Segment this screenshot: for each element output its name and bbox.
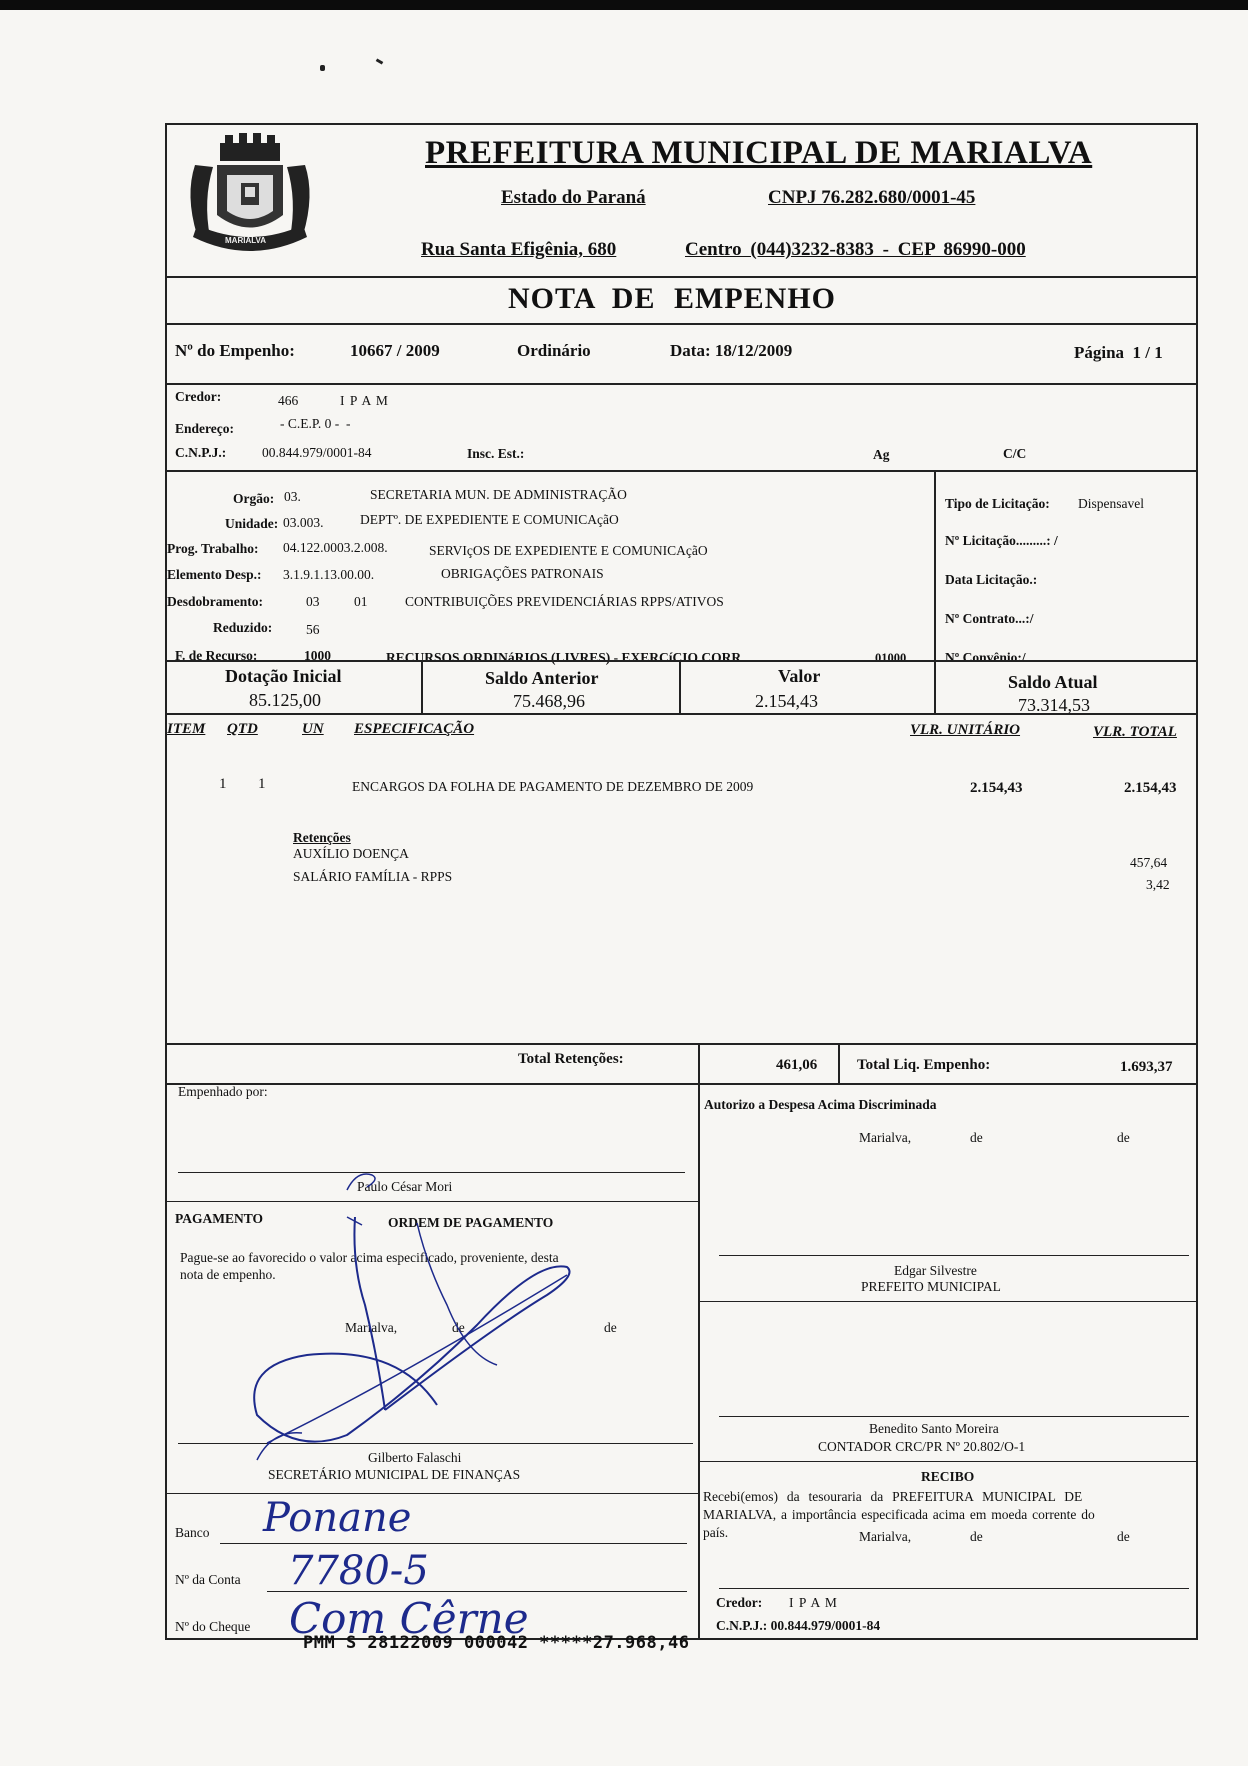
saldo-atual-value: 73.314,53 [1018, 695, 1090, 715]
divider [167, 1043, 1196, 1045]
recibo-de-1: de [970, 1529, 983, 1544]
divider [167, 383, 1196, 385]
cheque-handwritten-value: Com Cêrne [289, 1594, 529, 1643]
col-un-header: UN [302, 721, 324, 737]
prog-trabalho-code: 04.122.0003.2.008. [283, 540, 388, 555]
autorizo-place: Marialva, [859, 1130, 912, 1145]
col-especificacao-header: ESPECIFICAÇÃO [354, 721, 475, 737]
item-row-desc: ENCARGOS DA FOLHA DE PAGAMENTO DE DEZEMBRO DE 2009 [352, 779, 754, 794]
unidade-desc: DEPTº. DE EXPEDIENTE E COMUNICAçãO [360, 512, 619, 527]
cheque-label: Nº do Cheque [175, 1619, 251, 1634]
credor-label: Credor: [175, 389, 222, 404]
header-title: PREFEITURA MUNICIPAL DE MARIALVA [425, 135, 1093, 171]
secretario-name: Gilberto Falaschi [368, 1450, 462, 1465]
item-row-total-value: 2.154,43 [1124, 780, 1177, 796]
pagamento-de-1: de [452, 1320, 465, 1335]
total-retencoes-value: 461,06 [776, 1057, 818, 1073]
item-row-number: 1 [219, 776, 227, 792]
col-qtd-header: QTD [227, 721, 258, 737]
recibo-cnpj: C.N.P.J.: 00.844.979/0001-84 [716, 1618, 881, 1633]
autorizo-de-1: de [970, 1130, 983, 1145]
unidade-label: Unidade: [225, 516, 279, 531]
divider [167, 1493, 698, 1494]
divider [167, 713, 1196, 715]
header-address: Rua Santa Efigênia, 680 [421, 239, 617, 260]
reduzido-label: Reduzido: [213, 620, 273, 635]
divider [698, 1301, 1196, 1302]
retencoes-title: Retenções [293, 830, 351, 845]
valor-label: Valor [778, 666, 821, 686]
divider [934, 660, 936, 713]
recibo-de-2: de [1117, 1529, 1130, 1544]
fonte-recurso-desc: RECURSOS ORDINáRIOS (LIVRES) - EXERCíCIO CORR [386, 650, 742, 665]
desdobramento-label: Desdobramento: [167, 594, 263, 609]
signature-line [178, 1172, 685, 1173]
prog-trabalho-desc: SERVIçOS DE EXPEDIENTE E COMUNICAçãO [429, 543, 708, 558]
recibo-line-1: Recebi(emos) da tesouraria da PREFEITURA MUNICIPAL DE [703, 1489, 1083, 1504]
pagamento-place: Marialva, [345, 1320, 398, 1335]
retencao-label-salario: SALÁRIO FAMÍLIA - RPPS [293, 869, 453, 884]
tipo-licitacao-value: Dispensavel [1078, 496, 1144, 511]
fonte-recurso-num: 01000 [875, 651, 907, 665]
dotacao-inicial-label: Dotação Inicial [225, 666, 342, 686]
machine-stamp: PMM S 28122009 000042 *****27.968,46 [303, 1633, 690, 1653]
endereco-label: Endereço: [175, 421, 234, 436]
retencao-label-auxilio: AUXÍLIO DOENÇA [293, 846, 409, 861]
divider [167, 1201, 698, 1202]
retencao-value-auxilio: 457,64 [1130, 855, 1168, 870]
municipal-coat-of-arms-logo [175, 125, 325, 265]
pagamento-text-line1: Pague-se ao favorecido o valor acima especificado, proveniente, desta [180, 1250, 559, 1265]
licitacao-number: Nº Licitação.........: / [945, 533, 1058, 548]
banco-handwritten-value: Ponane [263, 1495, 412, 1541]
saldo-anterior-value: 75.468,96 [513, 691, 585, 711]
divider [421, 660, 423, 713]
item-row-qtd: 1 [258, 776, 266, 792]
contrato-number: Nº Contrato...:/ [945, 611, 1034, 626]
empenho-date: Data: 18/12/2009 [670, 341, 793, 360]
desdobramento-desc: CONTRIBUIÇÕES PREVIDENCIÁRIAS RPPS/ATIVOS [405, 594, 724, 609]
doc-title-left: NOTA DE [508, 282, 656, 315]
reduzido-value: 56 [306, 622, 320, 637]
orgao-label: Orgão: [233, 491, 275, 506]
scan-top-edge [0, 0, 1248, 10]
signature-line [719, 1588, 1189, 1589]
prog-trabalho-label: Prog. Trabalho: [167, 541, 259, 556]
recibo-line-2: MARIALVA, a importância especificada acima em moeda corrente do [703, 1507, 1095, 1522]
scan-speck [320, 65, 325, 71]
prefeito-title: PREFEITO MUNICIPAL [861, 1279, 1001, 1294]
total-liquido-label: Total Liq. Empenho: [857, 1057, 991, 1073]
handwritten-signature [237, 1205, 617, 1455]
orgao-code: 03. [284, 489, 301, 504]
col-vlr-unitario-header: VLR. UNITÁRIO [910, 722, 1021, 738]
convenio-number: Nº Convênio:/ [945, 650, 1026, 665]
signature-line [719, 1255, 1189, 1256]
recibo-credor-label: Credor: [716, 1595, 763, 1610]
page-number: Página 1 / 1 [1074, 343, 1163, 362]
header-cnpj: CNPJ 76.282.680/0001-45 [768, 187, 976, 208]
empenho-number-value: 10667 / 2009 [350, 341, 440, 360]
header-centro-phone-cep: Centro (044)3232-8383 - CEP 86990-000 [685, 239, 1026, 260]
desdobramento-sub: 01 [354, 594, 368, 609]
banco-field-line [220, 1543, 687, 1544]
doc-title-right: EMPENHO [674, 282, 836, 315]
recibo-title: RECIBO [921, 1469, 975, 1484]
pagamento-text-line2: nota de empenho. [180, 1267, 276, 1282]
divider [698, 1083, 700, 1638]
elemento-despesa-label: Elemento Desp.: [167, 567, 262, 582]
orgao-desc: SECRETARIA MUN. DE ADMINISTRAÇÃO [370, 487, 627, 502]
divider [167, 470, 1196, 472]
scan-speck [376, 58, 384, 64]
valor-value: 2.154,43 [755, 691, 818, 711]
empenhado-por-name: Paulo César Mori [357, 1179, 453, 1194]
signature-line [719, 1416, 1189, 1417]
cnpj-value: 00.844.979/0001-84 [262, 445, 372, 460]
recibo-place: Marialva, [859, 1529, 912, 1544]
credor-name: I P A M [340, 393, 389, 408]
pagamento-de-2: de [604, 1320, 617, 1335]
header-estado: Estado do Paraná [501, 187, 646, 208]
tipo-licitacao-label: Tipo de Licitação: [945, 496, 1050, 511]
conta-corrente-label: C/C [1003, 446, 1027, 461]
insc-est-label: Insc. Est.: [467, 446, 525, 461]
desdobramento-code: 03 [306, 594, 320, 609]
contador-title: CONTADOR CRC/PR Nº 20.802/O-1 [818, 1439, 1026, 1454]
col-item-header: ITEM [167, 721, 206, 737]
divider [698, 1461, 1196, 1462]
divider [167, 323, 1196, 325]
divider [838, 1043, 840, 1083]
handwritten-signature-mark [252, 1425, 312, 1465]
dotacao-inicial-value: 85.125,00 [249, 690, 321, 710]
divider [698, 1043, 700, 1083]
item-row-unit-value: 2.154,43 [970, 780, 1023, 796]
contador-name: Benedito Santo Moreira [869, 1421, 999, 1436]
elemento-despesa-desc: OBRIGAÇÕES PATRONAIS [441, 566, 604, 581]
divider [167, 660, 1196, 662]
divider [167, 276, 1196, 278]
empenhado-por-label: Empenhado por: [178, 1084, 268, 1099]
divider [167, 1083, 1196, 1085]
fonte-recurso-label: F. de Recurso: [175, 648, 258, 663]
recibo-line-3: país. [703, 1525, 729, 1540]
handwritten-signature-mark [342, 1165, 382, 1195]
divider [934, 470, 936, 660]
saldo-anterior-label: Saldo Anterior [485, 668, 599, 688]
autorizo-de-2: de [1117, 1130, 1130, 1145]
saldo-atual-label: Saldo Atual [1008, 672, 1098, 692]
unidade-code: 03.003. [283, 515, 324, 530]
licitacao-date: Data Licitação.: [945, 572, 1038, 587]
conta-label: Nº da Conta [175, 1572, 241, 1587]
conta-handwritten-value: 7780-5 [288, 1548, 429, 1594]
fonte-recurso-code: 1000 [304, 648, 331, 663]
cnpj-label: C.N.P.J.: [175, 445, 227, 460]
svg-text:MARIALVA: MARIALVA [225, 236, 267, 245]
document-page [0, 10, 1248, 1766]
autorizo-label: Autorizo a Despesa Acima Discriminada [704, 1097, 937, 1112]
ordem-pagamento-title: ORDEM DE PAGAMENTO [388, 1215, 554, 1230]
pagamento-label: PAGAMENTO [175, 1211, 264, 1226]
col-vlr-total-header: VLR. TOTAL [1093, 724, 1177, 740]
elemento-despesa-code: 3.1.9.1.13.00.00. [283, 567, 375, 582]
total-retencoes-label: Total Retenções: [518, 1051, 624, 1067]
credor-code: 466 [278, 393, 299, 408]
empenho-number-label: Nº do Empenho: [175, 341, 295, 360]
agencia-label: Ag [873, 447, 890, 462]
secretario-title: SECRETÁRIO MUNICIPAL DE FINANÇAS [268, 1467, 521, 1482]
total-liquido-value: 1.693,37 [1120, 1059, 1173, 1075]
divider [679, 660, 681, 713]
endereco-value: - C.E.P. 0 - - [280, 416, 351, 431]
banco-label: Banco [175, 1525, 210, 1540]
recibo-credor-value: I P A M [789, 1595, 838, 1610]
retencao-value-salario: 3,42 [1146, 877, 1170, 892]
empenho-type: Ordinário [517, 341, 591, 360]
prefeito-name: Edgar Silvestre [894, 1263, 977, 1278]
